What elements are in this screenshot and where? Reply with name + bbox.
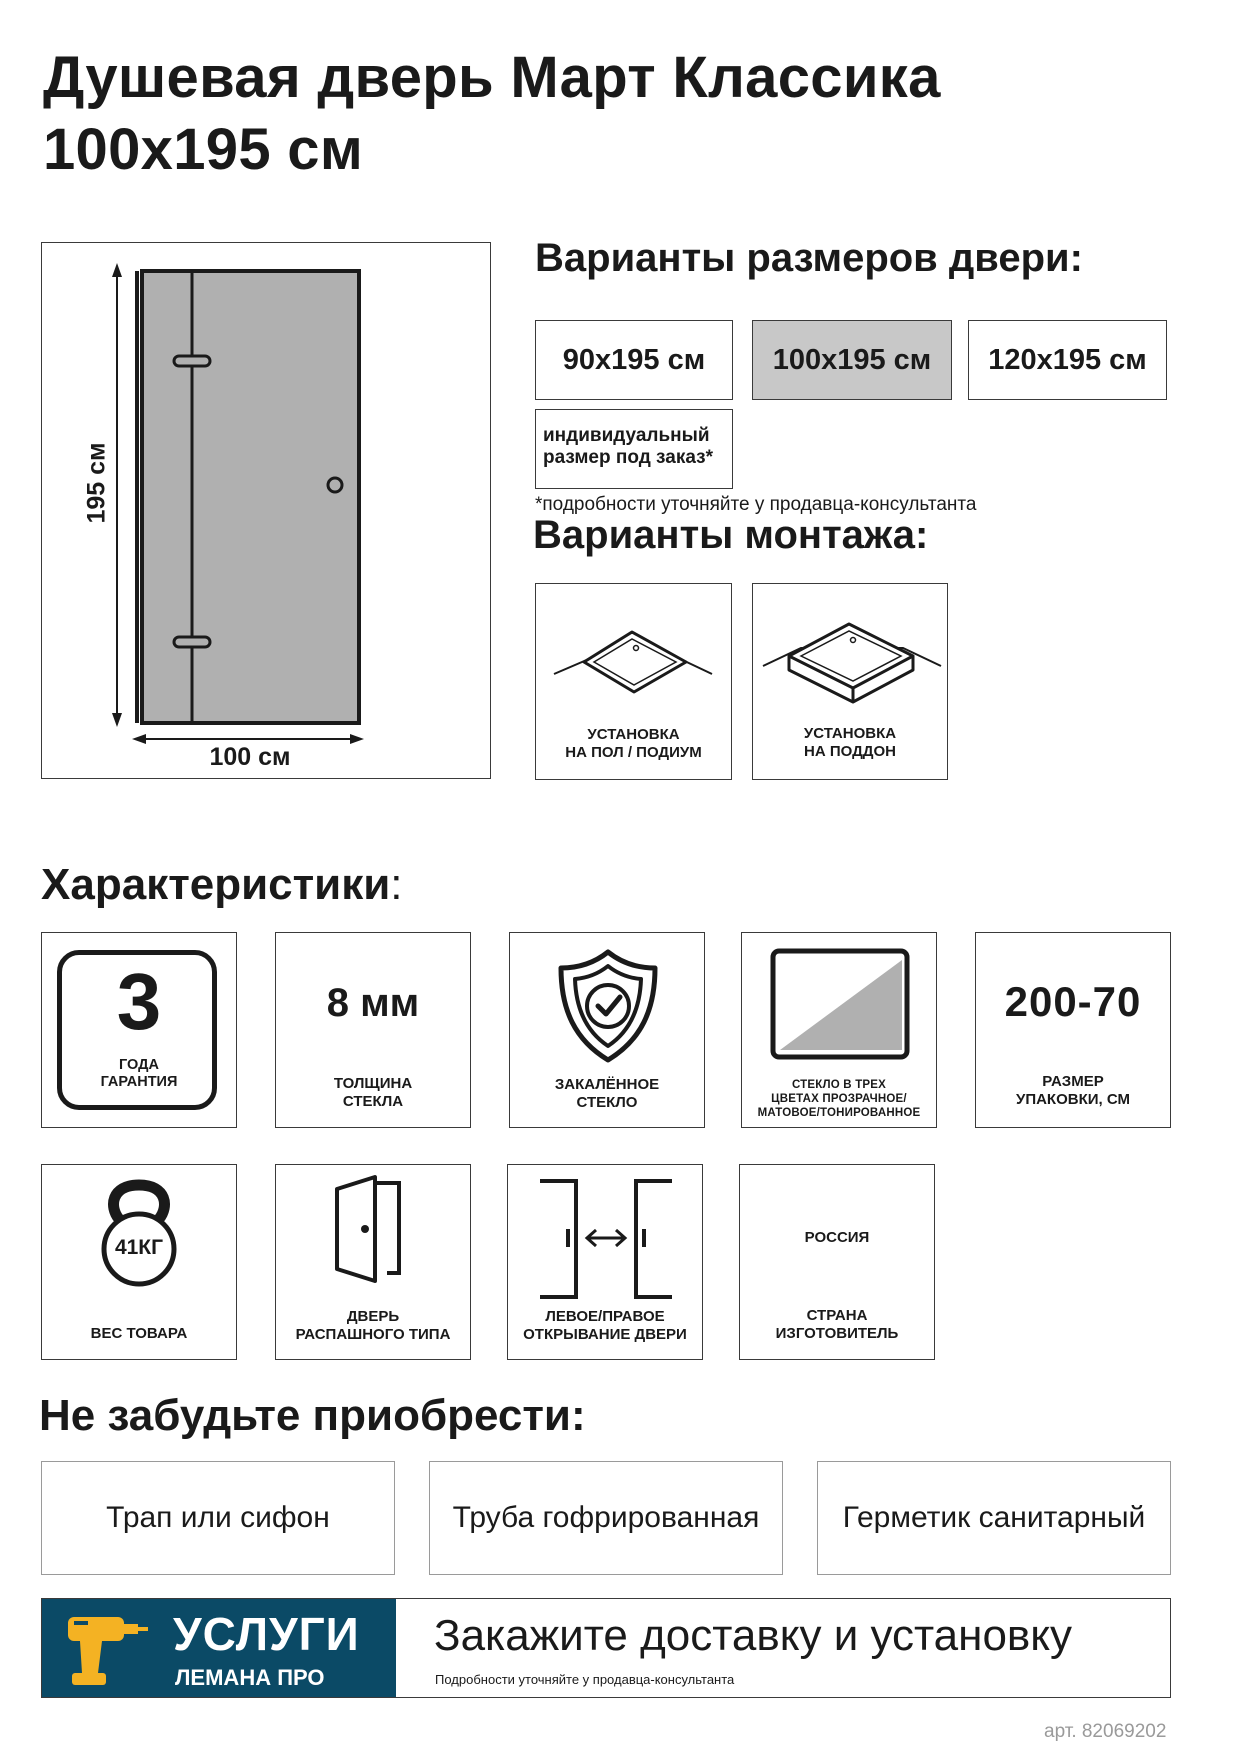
spec-package-size xyxy=(975,932,1171,1128)
services-brand-panel xyxy=(42,1599,396,1697)
drill-icon xyxy=(62,1611,152,1691)
also-buy-item-drain[interactable]: Трап или сифон xyxy=(41,1461,395,1575)
specs-heading: Характеристики: xyxy=(41,860,403,909)
package-size-label: РАЗМЕР УПАКОВКИ, СМ xyxy=(1015,1073,1130,1108)
page-title xyxy=(43,42,941,186)
width-label: 100 см xyxy=(209,743,291,771)
article-number: арт. 82069202 xyxy=(1044,1721,1167,1742)
package-size-value: 200-70 xyxy=(1004,978,1142,1025)
size-option-100x195-selected[interactable]: 100x195 см xyxy=(752,320,952,400)
thickness-value: 8 мм xyxy=(326,981,420,1025)
swing-door-icon xyxy=(331,1173,421,1285)
also-buy-heading: Не забудьте приобрести: xyxy=(39,1391,586,1440)
mounting-floor-label: УСТАНОВКА НА ПОЛ / ПОДИУМ xyxy=(565,726,702,761)
sizes-footnote: *подробности уточняйте у продавца-консультанта xyxy=(535,494,977,515)
weight-label: ВЕС ТОВАРА xyxy=(90,1325,188,1342)
services-subtitle: ЛЕМАНА ПРО xyxy=(175,1665,325,1690)
custom-size-line-2: размер под заказ* xyxy=(543,447,713,468)
left-right-opening-icon xyxy=(536,1177,676,1301)
also-buy-item-pipe[interactable]: Труба гофрированная xyxy=(429,1461,783,1575)
services-note: Подробности уточняйте у продавца-консультанта xyxy=(435,1672,735,1687)
services-title: УСЛУГИ xyxy=(173,1608,360,1660)
thickness-label: ТОЛЩИНА СТЕКЛА xyxy=(333,1075,413,1110)
spec-door-type xyxy=(275,1164,471,1360)
door-diagram xyxy=(41,242,491,779)
tempered-label: ЗАКАЛЁННОЕ СТЕКЛО xyxy=(554,1076,660,1111)
warranty-label: ГОДА ГАРАНТИЯ xyxy=(100,1057,178,1090)
weight-value: 41КГ xyxy=(114,1236,164,1259)
spec-thickness xyxy=(275,932,471,1128)
glass-colors-label: СТЕКЛО В ТРЕХ ЦВЕТАХ ПРОЗРАЧНОЕ/ МАТОВОЕ/ТОНИРОВАННОЕ xyxy=(757,1079,921,1119)
shield-check-icon xyxy=(553,948,663,1064)
country-label: СТРАНА ИЗГОТОВИТЕЛЬ xyxy=(775,1307,899,1342)
spec-weight xyxy=(41,1164,237,1360)
title-line-1: Душевая дверь Март Классика xyxy=(43,45,941,110)
custom-size-line-1: индивидуальный xyxy=(543,425,710,446)
spec-tempered xyxy=(509,932,705,1128)
sizes-heading: Варианты размеров двери: xyxy=(535,236,1083,280)
spec-glass-colors xyxy=(741,932,937,1128)
opening-label: ЛЕВОЕ/ПРАВОЕ ОТКРЫВАНИЕ ДВЕРИ xyxy=(523,1308,687,1343)
height-label: 195 см xyxy=(82,442,111,524)
door-type-label: ДВЕРЬ РАСПАШНОГО ТИПА xyxy=(295,1308,451,1343)
size-option-120x195[interactable]: 120x195 см xyxy=(968,320,1167,400)
spec-country xyxy=(739,1164,935,1360)
size-option-90x195[interactable]: 90x195 см xyxy=(535,320,733,400)
mounting-option-tray xyxy=(752,583,948,780)
kettlebell-icon xyxy=(89,1177,189,1287)
spec-opening xyxy=(507,1164,703,1360)
title-line-2: 100x195 см xyxy=(43,117,364,182)
mounting-option-floor xyxy=(535,583,732,780)
services-banner[interactable] xyxy=(41,1598,1171,1698)
spec-warranty xyxy=(41,932,237,1128)
country-value: РОССИЯ xyxy=(804,1229,870,1246)
warranty-number: 3 xyxy=(116,957,162,1046)
glass-colors-icon xyxy=(770,948,910,1060)
services-headline: Закажите доставку и установку xyxy=(434,1611,1073,1660)
size-option-custom[interactable] xyxy=(535,409,733,489)
tray-install-icon xyxy=(753,604,948,724)
mounting-tray-label: УСТАНОВКА НА ПОДДОН xyxy=(803,725,897,760)
floor-install-icon xyxy=(536,604,731,724)
mounting-heading: Варианты монтажа: xyxy=(533,513,929,557)
also-buy-item-sealant[interactable]: Герметик санитарный xyxy=(817,1461,1171,1575)
